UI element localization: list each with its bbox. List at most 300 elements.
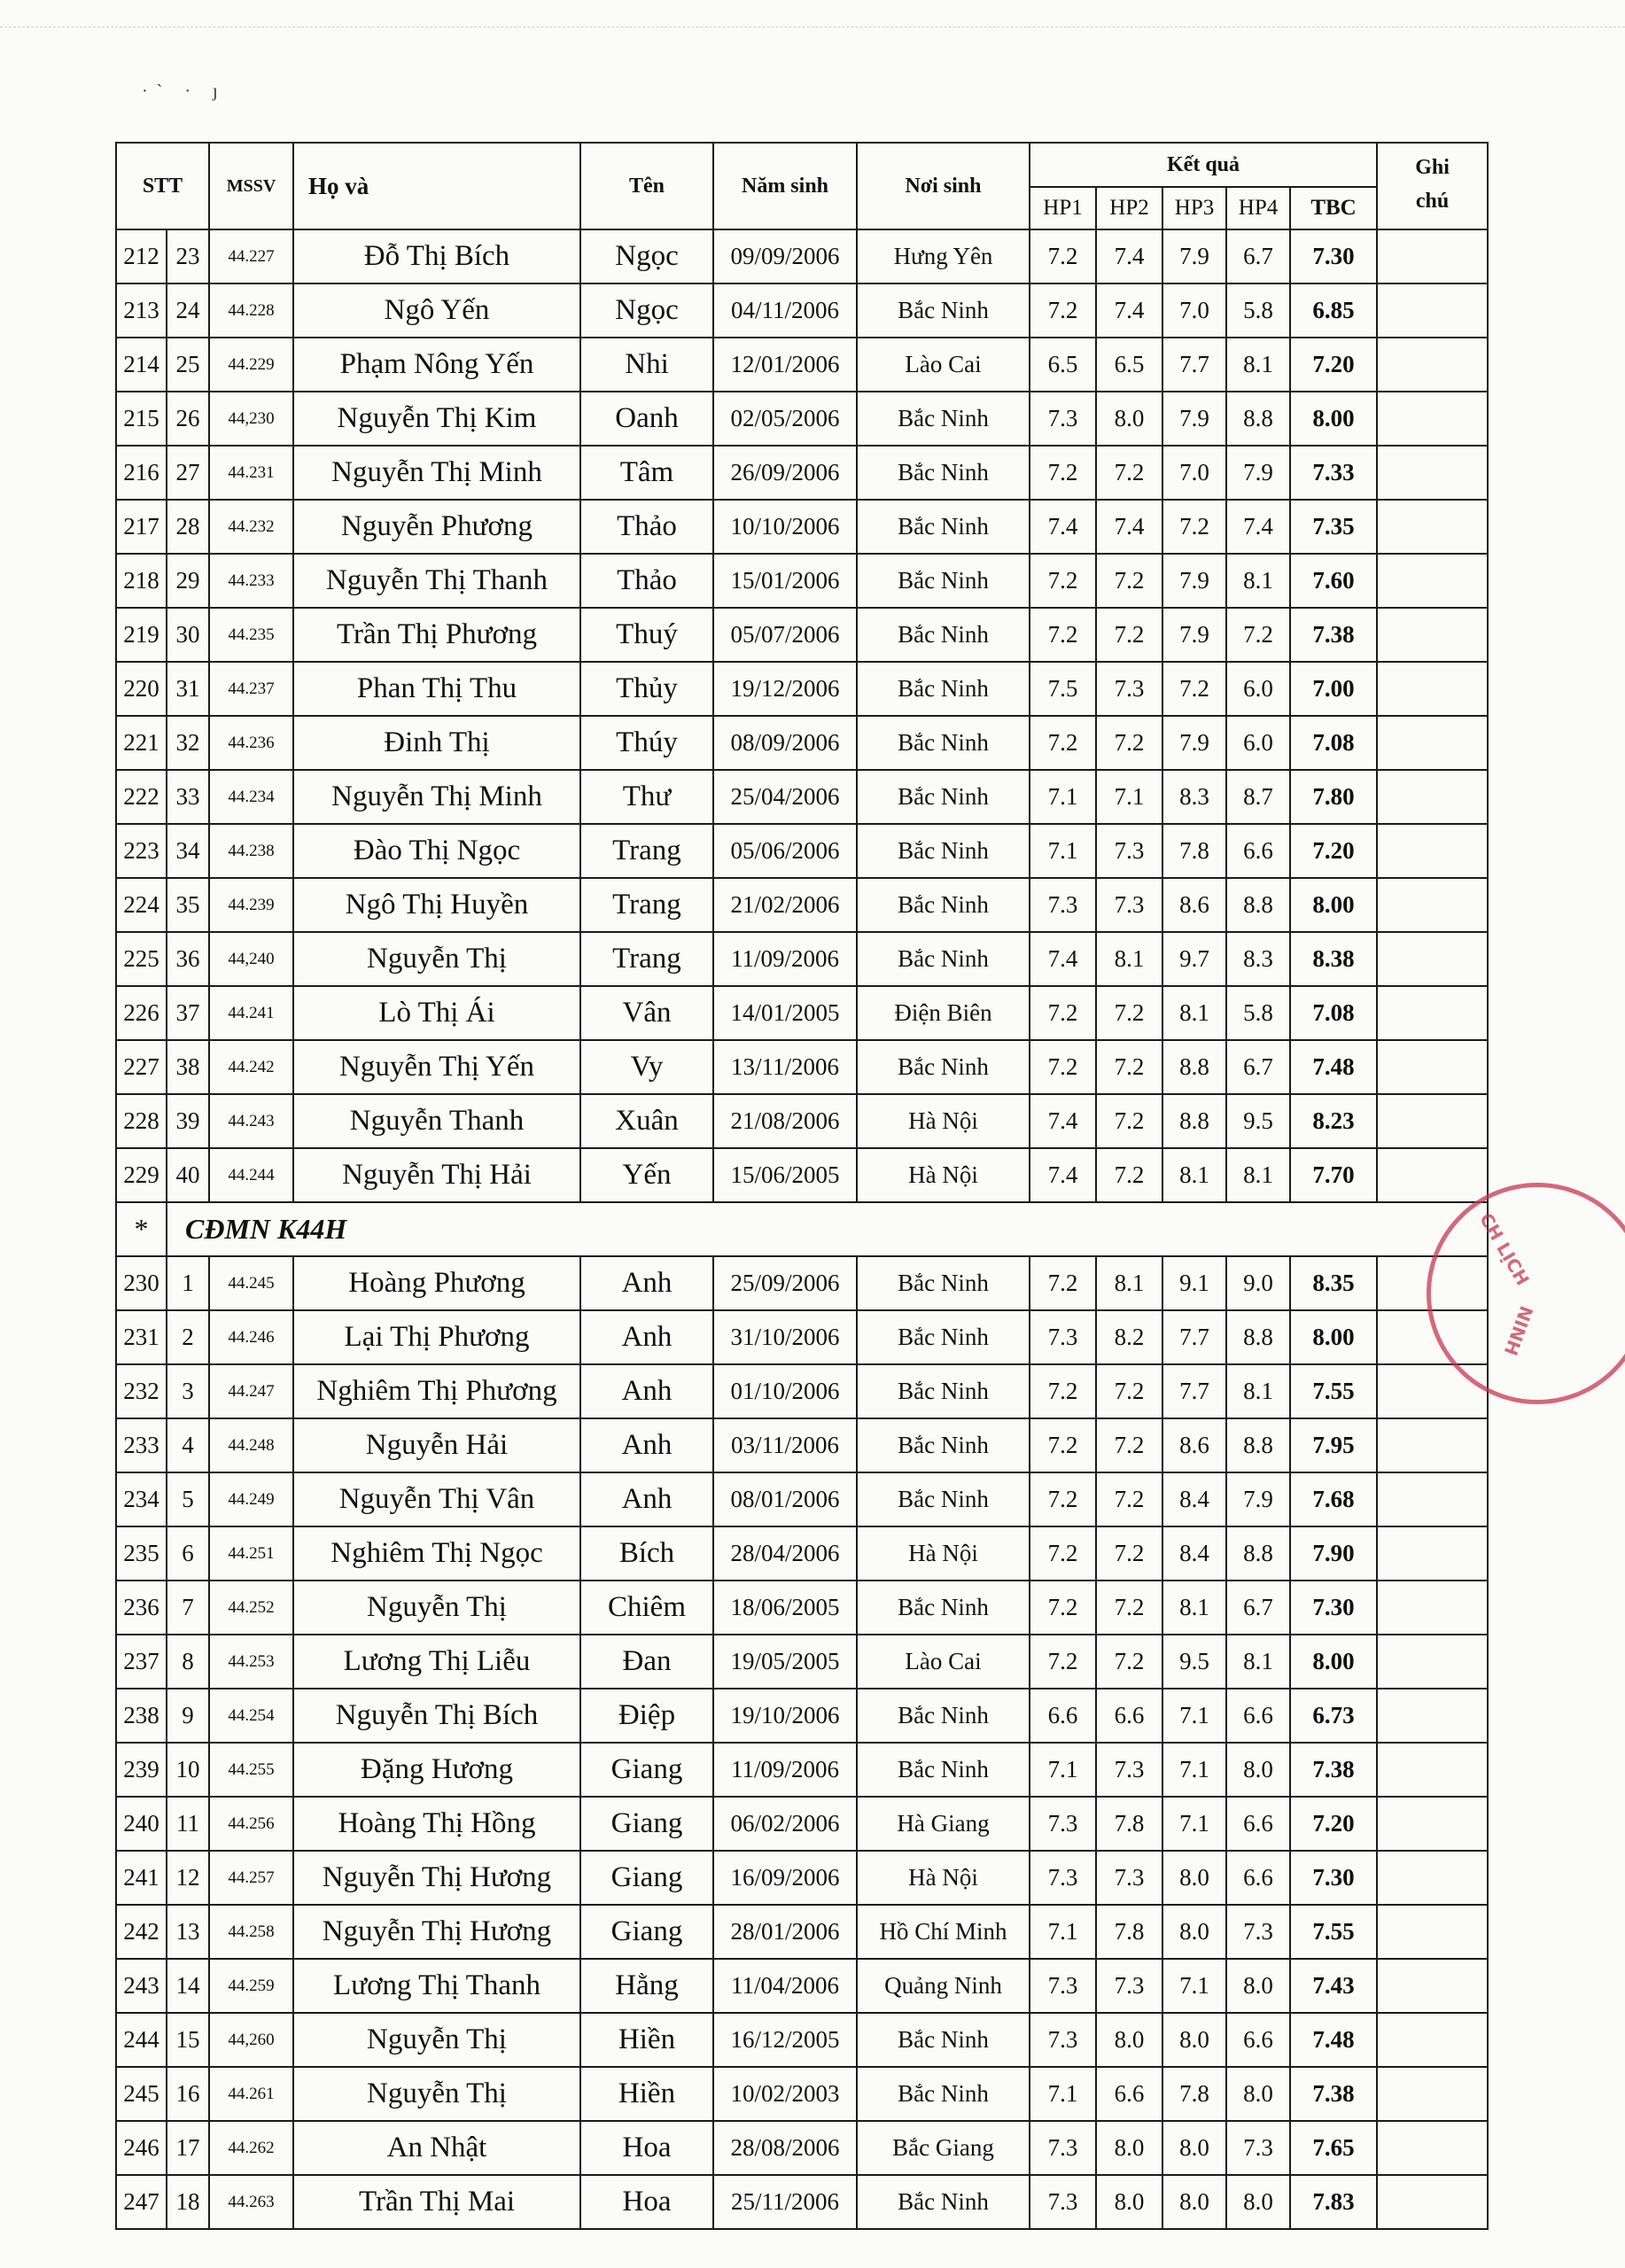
cell-hp1: 7.2 [1030, 1364, 1096, 1418]
cell-nam-sinh: 16/12/2005 [713, 2013, 857, 2067]
cell-ten: Nhi [580, 338, 713, 392]
cell-hp1: 7.4 [1030, 1094, 1096, 1148]
cell-ten: Thảo [580, 554, 713, 608]
cell-hp3: 8.6 [1162, 1418, 1226, 1472]
cell-seq: 241 [116, 1851, 167, 1905]
cell-hp4: 7.3 [1226, 2121, 1290, 2175]
cell-hp2: 7.2 [1096, 986, 1162, 1040]
header-noi-sinh: Nơi sinh [857, 143, 1030, 229]
cell-index: 14 [167, 1959, 209, 2013]
table-body-k44h [116, 1256, 1488, 2229]
cell-hp2: 7.2 [1096, 1364, 1162, 1418]
cell-seq: 222 [116, 770, 167, 824]
cell-nam-sinh: 31/10/2006 [713, 1310, 857, 1364]
cell-hp1: 7.2 [1030, 1418, 1096, 1472]
cell-hp4: 8.1 [1226, 1635, 1290, 1689]
cell-noi-sinh: Bắc Ninh [857, 1418, 1030, 1472]
cell-hp4: 8.8 [1226, 392, 1290, 446]
cell-tbc: 7.38 [1290, 608, 1377, 662]
cell-hp1: 7.3 [1030, 392, 1096, 446]
cell-ten: Thúy [580, 716, 713, 770]
cell-mssv: 44.242 [209, 1040, 293, 1094]
cell-index: 7 [167, 1581, 209, 1635]
cell-hp3: 7.1 [1162, 1689, 1226, 1743]
table-row [116, 1472, 1488, 1526]
group-filler [713, 1202, 1488, 1256]
cell-ghi-chu [1377, 2121, 1488, 2175]
cell-tbc: 8.35 [1290, 1256, 1377, 1310]
cell-ho-va: Trần Thị Mai [293, 2175, 580, 2229]
table-row [116, 932, 1488, 986]
stamp-text-top: CH LỊCH [1475, 1209, 1534, 1289]
cell-index: 1 [167, 1256, 209, 1310]
cell-seq: 215 [116, 392, 167, 446]
cell-index: 10 [167, 1743, 209, 1797]
cell-tbc: 8.00 [1290, 392, 1377, 446]
cell-noi-sinh: Bắc Ninh [857, 1581, 1030, 1635]
cell-ho-va: Lò Thị Ái [293, 986, 580, 1040]
cell-ghi-chu [1377, 2067, 1488, 2121]
cell-ghi-chu [1377, 1851, 1488, 1905]
cell-noi-sinh: Bắc Ninh [857, 716, 1030, 770]
cell-hp4: 6.6 [1226, 1689, 1290, 1743]
cell-tbc: 7.20 [1290, 824, 1377, 878]
table-row [116, 2121, 1488, 2175]
cell-hp2: 8.2 [1096, 1310, 1162, 1364]
cell-index: 18 [167, 2175, 209, 2229]
cell-ho-va: Nguyễn Thị Yến [293, 1040, 580, 1094]
cell-ten: Thuý [580, 608, 713, 662]
cell-tbc: 7.55 [1290, 1364, 1377, 1418]
cell-hp2: 8.0 [1096, 2013, 1162, 2067]
cell-hp1: 6.6 [1030, 1689, 1096, 1743]
cell-seq: 218 [116, 554, 167, 608]
table-row [116, 1581, 1488, 1635]
cell-index: 28 [167, 500, 209, 554]
cell-hp4: 7.3 [1226, 1905, 1290, 1959]
cell-tbc: 7.30 [1290, 1581, 1377, 1635]
cell-mssv: 44,240 [209, 932, 293, 986]
cell-ten: Oanh [580, 392, 713, 446]
table-row [116, 608, 1488, 662]
table-row [116, 1094, 1488, 1148]
cell-tbc: 8.00 [1290, 1635, 1377, 1689]
cell-noi-sinh: Bắc Ninh [857, 446, 1030, 500]
cell-index: 3 [167, 1364, 209, 1418]
cell-tbc: 7.95 [1290, 1418, 1377, 1472]
cell-seq: 229 [116, 1148, 167, 1202]
header-ghi-chu-text: Ghi chú [1415, 156, 1450, 213]
cell-hp2: 7.2 [1096, 1581, 1162, 1635]
cell-hp2: 6.6 [1096, 2067, 1162, 2121]
cell-ho-va: Lương Thị Thanh [293, 1959, 580, 2013]
cell-nam-sinh: 06/02/2006 [713, 1797, 857, 1851]
cell-index: 29 [167, 554, 209, 608]
header-ghi-chu [1377, 143, 1488, 229]
cell-noi-sinh: Bắc Ninh [857, 554, 1030, 608]
cell-ho-va: Đặng Hương [293, 1743, 580, 1797]
cell-seq: 234 [116, 1472, 167, 1526]
cell-mssv: 44.245 [209, 1256, 293, 1310]
scan-marks: ·ˋ · ȷ [142, 82, 227, 101]
cell-ho-va: Ngô Yến [293, 284, 580, 338]
cell-index: 32 [167, 716, 209, 770]
cell-nam-sinh: 04/11/2006 [713, 284, 857, 338]
cell-index: 34 [167, 824, 209, 878]
cell-hp4: 6.0 [1226, 716, 1290, 770]
cell-nam-sinh: 11/09/2006 [713, 1743, 857, 1797]
cell-hp1: 7.2 [1030, 446, 1096, 500]
cell-tbc: 7.20 [1290, 1797, 1377, 1851]
cell-nam-sinh: 05/07/2006 [713, 608, 857, 662]
group-header-row [116, 1202, 1488, 1256]
cell-ho-va: Đào Thị Ngọc [293, 824, 580, 878]
cell-ho-va: Đỗ Thị Bích [293, 229, 580, 284]
cell-ho-va: Nguyễn Phương [293, 500, 580, 554]
cell-noi-sinh: Bắc Ninh [857, 1040, 1030, 1094]
cell-hp3: 8.0 [1162, 2121, 1226, 2175]
cell-mssv: 44.263 [209, 2175, 293, 2229]
cell-noi-sinh: Bắc Ninh [857, 932, 1030, 986]
header-stt: STT [116, 143, 209, 229]
cell-ho-va: Nguyễn Thị [293, 2067, 580, 2121]
cell-hp4: 8.8 [1226, 1310, 1290, 1364]
cell-ho-va: Phạm Nông Yến [293, 338, 580, 392]
cell-hp3: 7.8 [1162, 2067, 1226, 2121]
cell-seq: 245 [116, 2067, 167, 2121]
group-marker: * [116, 1202, 167, 1256]
cell-seq: 219 [116, 608, 167, 662]
cell-tbc: 7.30 [1290, 229, 1377, 284]
cell-noi-sinh: Bắc Ninh [857, 2067, 1030, 2121]
cell-ghi-chu [1377, 1635, 1488, 1689]
cell-hp3: 7.7 [1162, 338, 1226, 392]
cell-hp1: 7.1 [1030, 1905, 1096, 1959]
cell-hp2: 7.1 [1096, 770, 1162, 824]
table-row [116, 500, 1488, 554]
cell-tbc: 8.23 [1290, 1094, 1377, 1148]
cell-hp2: 7.2 [1096, 1040, 1162, 1094]
cell-nam-sinh: 25/09/2006 [713, 1256, 857, 1310]
cell-index: 36 [167, 932, 209, 986]
cell-tbc: 7.35 [1290, 500, 1377, 554]
header-hp4: HP4 [1226, 187, 1290, 229]
cell-noi-sinh: Bắc Ninh [857, 284, 1030, 338]
cell-nam-sinh: 01/10/2006 [713, 1364, 857, 1418]
cell-mssv: 44.235 [209, 608, 293, 662]
cell-ten: Giang [580, 1797, 713, 1851]
cell-ten: Thảo [580, 500, 713, 554]
cell-mssv: 44.261 [209, 2067, 293, 2121]
cell-hp1: 7.2 [1030, 1581, 1096, 1635]
cell-hp3: 7.2 [1162, 500, 1226, 554]
cell-hp1: 7.2 [1030, 554, 1096, 608]
cell-nam-sinh: 28/04/2006 [713, 1526, 857, 1581]
cell-hp4: 8.1 [1226, 1364, 1290, 1418]
grades-table [115, 142, 1489, 2230]
table-row [116, 1743, 1488, 1797]
cell-hp2: 7.4 [1096, 284, 1162, 338]
cell-index: 26 [167, 392, 209, 446]
cell-ghi-chu [1377, 1689, 1488, 1743]
table-row [116, 1905, 1488, 1959]
cell-hp3: 8.8 [1162, 1040, 1226, 1094]
cell-index: 2 [167, 1310, 209, 1364]
cell-hp1: 7.3 [1030, 1797, 1096, 1851]
cell-hp2: 7.3 [1096, 662, 1162, 716]
cell-ten: Điệp [580, 1689, 713, 1743]
cell-hp4: 5.8 [1226, 284, 1290, 338]
cell-hp3: 7.7 [1162, 1310, 1226, 1364]
table-row [116, 1797, 1488, 1851]
cell-hp4: 6.7 [1226, 229, 1290, 284]
cell-hp3: 8.1 [1162, 1581, 1226, 1635]
cell-tbc: 7.38 [1290, 1743, 1377, 1797]
cell-ten: Giang [580, 1743, 713, 1797]
cell-ghi-chu [1377, 1418, 1488, 1472]
cell-hp3: 7.2 [1162, 662, 1226, 716]
cell-hp4: 6.0 [1226, 662, 1290, 716]
cell-ten: Tâm [580, 446, 713, 500]
header-ket-qua: Kết quả [1030, 143, 1377, 187]
cell-hp3: 7.1 [1162, 1959, 1226, 2013]
cell-seq: 236 [116, 1581, 167, 1635]
cell-nam-sinh: 25/04/2006 [713, 770, 857, 824]
cell-ho-va: Nguyễn Thị Hải [293, 1148, 580, 1202]
cell-seq: 213 [116, 284, 167, 338]
cell-nam-sinh: 09/09/2006 [713, 229, 857, 284]
cell-ghi-chu [1377, 2013, 1488, 2067]
cell-nam-sinh: 05/06/2006 [713, 824, 857, 878]
cell-ten: Hoa [580, 2121, 713, 2175]
cell-hp1: 7.4 [1030, 1148, 1096, 1202]
cell-nam-sinh: 19/05/2005 [713, 1635, 857, 1689]
cell-ghi-chu [1377, 1148, 1488, 1202]
cell-noi-sinh: Quảng Ninh [857, 1959, 1030, 2013]
cell-hp2: 6.5 [1096, 338, 1162, 392]
table-row [116, 1851, 1488, 1905]
cell-hp1: 7.1 [1030, 824, 1096, 878]
cell-ghi-chu [1377, 1959, 1488, 2013]
cell-seq: 217 [116, 500, 167, 554]
table-row [116, 824, 1488, 878]
header-ten: Tên [580, 143, 713, 229]
cell-hp1: 7.1 [1030, 1743, 1096, 1797]
cell-ghi-chu [1377, 824, 1488, 878]
cell-hp1: 7.1 [1030, 770, 1096, 824]
cell-ten: Anh [580, 1364, 713, 1418]
cell-index: 9 [167, 1689, 209, 1743]
cell-hp3: 7.1 [1162, 1797, 1226, 1851]
cell-ghi-chu [1377, 229, 1488, 284]
cell-ho-va: Hoàng Thị Hồng [293, 1797, 580, 1851]
cell-mssv: 44.246 [209, 1310, 293, 1364]
cell-hp3: 7.9 [1162, 608, 1226, 662]
cell-index: 11 [167, 1797, 209, 1851]
cell-noi-sinh: Bắc Ninh [857, 1743, 1030, 1797]
cell-seq: 242 [116, 1905, 167, 1959]
cell-nam-sinh: 10/10/2006 [713, 500, 857, 554]
cell-mssv: 44.233 [209, 554, 293, 608]
cell-nam-sinh: 28/08/2006 [713, 2121, 857, 2175]
cell-tbc: 7.70 [1290, 1148, 1377, 1202]
cell-hp1: 7.4 [1030, 500, 1096, 554]
cell-mssv: 44.239 [209, 878, 293, 932]
cell-tbc: 7.68 [1290, 1472, 1377, 1526]
cell-seq: 231 [116, 1310, 167, 1364]
cell-hp3: 8.8 [1162, 1094, 1226, 1148]
cell-hp4: 6.7 [1226, 1040, 1290, 1094]
cell-index: 6 [167, 1526, 209, 1581]
cell-ghi-chu [1377, 1905, 1488, 1959]
cell-hp1: 7.3 [1030, 878, 1096, 932]
cell-ho-va: Nguyễn Thị [293, 1581, 580, 1635]
header-hp3: HP3 [1162, 187, 1226, 229]
cell-seq: 232 [116, 1364, 167, 1418]
cell-nam-sinh: 11/04/2006 [713, 1959, 857, 2013]
cell-hp1: 7.2 [1030, 1040, 1096, 1094]
cell-ten: Hiền [580, 2013, 713, 2067]
cell-noi-sinh: Hà Giang [857, 1797, 1030, 1851]
cell-hp2: 7.2 [1096, 608, 1162, 662]
cell-tbc: 7.65 [1290, 2121, 1377, 2175]
cell-mssv: 44.244 [209, 1148, 293, 1202]
cell-ho-va: Nguyễn Thị Hương [293, 1851, 580, 1905]
cell-mssv: 44.238 [209, 824, 293, 878]
table-row [116, 2067, 1488, 2121]
cell-ho-va: Nguyễn Thị Kim [293, 392, 580, 446]
cell-hp4: 8.3 [1226, 932, 1290, 986]
cell-ho-va: Hoàng Phương [293, 1256, 580, 1310]
cell-seq: 238 [116, 1689, 167, 1743]
stamp-text-side: NINH [1499, 1302, 1537, 1359]
cell-ghi-chu [1377, 1797, 1488, 1851]
cell-ho-va: Nghiêm Thị Ngọc [293, 1526, 580, 1581]
cell-hp4: 8.0 [1226, 1743, 1290, 1797]
cell-hp2: 6.6 [1096, 1689, 1162, 1743]
table-row [116, 1148, 1488, 1202]
cell-mssv: 44.237 [209, 662, 293, 716]
cell-hp1: 7.3 [1030, 2121, 1096, 2175]
table-row [116, 446, 1488, 500]
cell-hp4: 6.6 [1226, 824, 1290, 878]
cell-ten: Vy [580, 1040, 713, 1094]
cell-hp2: 7.2 [1096, 1526, 1162, 1581]
cell-mssv: 44,230 [209, 392, 293, 446]
cell-noi-sinh: Hưng Yên [857, 229, 1030, 284]
table-row [116, 770, 1488, 824]
cell-hp4: 7.4 [1226, 500, 1290, 554]
cell-hp2: 7.3 [1096, 1851, 1162, 1905]
cell-hp1: 7.3 [1030, 1851, 1096, 1905]
cell-hp2: 8.0 [1096, 2175, 1162, 2229]
table-row [116, 2175, 1488, 2229]
cell-ghi-chu [1377, 2175, 1488, 2229]
cell-hp3: 7.1 [1162, 1743, 1226, 1797]
cell-hp1: 7.1 [1030, 2067, 1096, 2121]
cell-noi-sinh: Bắc Ninh [857, 1256, 1030, 1310]
cell-hp3: 8.0 [1162, 2175, 1226, 2229]
cell-hp3: 8.6 [1162, 878, 1226, 932]
cell-nam-sinh: 18/06/2005 [713, 1581, 857, 1635]
group-name: CĐMN K44H [167, 1202, 713, 1256]
cell-seq: 220 [116, 662, 167, 716]
cell-hp1: 7.2 [1030, 716, 1096, 770]
cell-noi-sinh: Hà Nội [857, 1094, 1030, 1148]
table-row [116, 1635, 1488, 1689]
cell-hp4: 8.1 [1226, 1148, 1290, 1202]
cell-tbc: 7.08 [1290, 716, 1377, 770]
cell-ghi-chu [1377, 986, 1488, 1040]
cell-hp4: 9.0 [1226, 1256, 1290, 1310]
cell-seq: 237 [116, 1635, 167, 1689]
cell-mssv: 44.228 [209, 284, 293, 338]
cell-hp3: 8.0 [1162, 1851, 1226, 1905]
table-row [116, 1040, 1488, 1094]
cell-ho-va: Nguyễn Thị Hương [293, 1905, 580, 1959]
cell-noi-sinh: Bắc Ninh [857, 500, 1030, 554]
table-body-k44g [116, 229, 1488, 1202]
cell-hp3: 8.1 [1162, 986, 1226, 1040]
cell-mssv: 44.249 [209, 1472, 293, 1526]
cell-ten: Hiền [580, 2067, 713, 2121]
cell-mssv: 44.254 [209, 1689, 293, 1743]
cell-noi-sinh: Điện Biên [857, 986, 1030, 1040]
cell-ho-va: Nguyễn Hải [293, 1418, 580, 1472]
cell-ho-va: Nguyễn Thị [293, 932, 580, 986]
cell-hp2: 7.2 [1096, 1635, 1162, 1689]
cell-hp1: 7.5 [1030, 662, 1096, 716]
cell-nam-sinh: 25/11/2006 [713, 2175, 857, 2229]
cell-mssv: 44.227 [209, 229, 293, 284]
cell-noi-sinh: Bắc Ninh [857, 2175, 1030, 2229]
cell-noi-sinh: Bắc Ninh [857, 1689, 1030, 1743]
cell-ho-va: Nghiêm Thị Phương [293, 1364, 580, 1418]
cell-ten: Anh [580, 1418, 713, 1472]
cell-mssv: 44.243 [209, 1094, 293, 1148]
cell-hp3: 7.8 [1162, 824, 1226, 878]
cell-tbc: 7.55 [1290, 1905, 1377, 1959]
cell-hp2: 7.3 [1096, 1743, 1162, 1797]
cell-hp2: 7.2 [1096, 554, 1162, 608]
table-row [116, 392, 1488, 446]
cell-ghi-chu [1377, 1472, 1488, 1526]
header-hp2: HP2 [1096, 187, 1162, 229]
cell-noi-sinh: Bắc Ninh [857, 770, 1030, 824]
cell-hp2: 8.1 [1096, 932, 1162, 986]
cell-ten: Bích [580, 1526, 713, 1581]
cell-mssv: 44.231 [209, 446, 293, 500]
cell-ghi-chu [1377, 1743, 1488, 1797]
header-ho-va: Họ và [293, 143, 580, 229]
cell-tbc: 7.90 [1290, 1526, 1377, 1581]
cell-nam-sinh: 26/09/2006 [713, 446, 857, 500]
cell-mssv: 44.229 [209, 338, 293, 392]
cell-seq: 246 [116, 2121, 167, 2175]
cell-ho-va: Ngô Thị Huyền [293, 878, 580, 932]
cell-hp3: 9.1 [1162, 1256, 1226, 1310]
cell-ghi-chu [1377, 662, 1488, 716]
cell-hp4: 8.1 [1226, 338, 1290, 392]
cell-nam-sinh: 16/09/2006 [713, 1851, 857, 1905]
cell-nam-sinh: 12/01/2006 [713, 338, 857, 392]
cell-hp2: 7.2 [1096, 716, 1162, 770]
header-hp1: HP1 [1030, 187, 1096, 229]
cell-tbc: 6.85 [1290, 284, 1377, 338]
cell-nam-sinh: 19/10/2006 [713, 1689, 857, 1743]
cell-nam-sinh: 15/06/2005 [713, 1148, 857, 1202]
header-tbc: TBC [1290, 187, 1377, 229]
